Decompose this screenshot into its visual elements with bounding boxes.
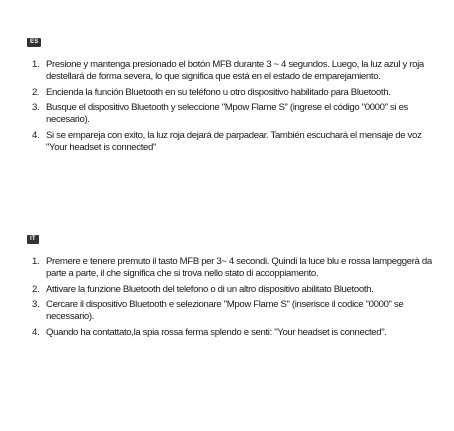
step-text: Presione y mantenga presionado el botón MFB durante 3 ~ 4 segundos. Luego, la luz azul y roja destellará de forma severa, lo que significa que está en el estado de emparejamiento.	[46, 59, 424, 82]
list-item	[27, 299, 432, 323]
step-number: 2.	[32, 283, 40, 295]
step-number: 4.	[32, 326, 40, 338]
steps-list-it	[27, 256, 432, 339]
step-text: Attivare la funzione Bluetooth del telefono o di un altro dispositivo abilitato Bluetooth.	[46, 283, 374, 295]
step-text: Si se empareja con exito, la luz roja dejará de parpadear. También escuchará el mensaje de voz "Your headset is connected"	[46, 129, 422, 153]
step-text: Busque el dispositivo Bluetooth y seleccione "Mpow Flame S" (ingrese el código "0000" si es necesario).	[46, 102, 409, 126]
step-number: 2.	[32, 86, 40, 98]
step-number: 1.	[32, 256, 40, 267]
list-item	[27, 256, 432, 280]
list-item	[27, 59, 432, 83]
language-badge-es: ES	[27, 38, 41, 47]
step-number: 3.	[32, 299, 40, 311]
steps-list-es	[27, 59, 432, 154]
step-text: Cercare il dispositivo Bluetooth e selezionare "Mpow Flame S" (inserisce il codice "0000" se necessario).	[46, 299, 404, 323]
list-item	[27, 284, 432, 296]
list-item	[27, 87, 432, 99]
step-text: Encienda la función Bluetooth en su teléfono u otro dispositivo habilitado para Bluetooth.	[46, 86, 391, 98]
step-number: 4.	[32, 129, 40, 141]
list-item	[27, 102, 432, 126]
list-item	[27, 130, 432, 154]
section-it	[27, 227, 432, 343]
step-number: 1.	[32, 59, 40, 70]
step-text: Quando ha contattato,la spia rossa ferma splendo e senti: "Your headset is connected".	[46, 326, 387, 338]
step-number: 3.	[32, 102, 40, 114]
section-es	[27, 30, 432, 158]
language-badge-it: IT	[27, 235, 39, 244]
list-item	[27, 327, 432, 339]
step-text: Premere e tenere premuto il tasto MFB per 3~ 4 secondi. Quindi la luce blu e rossa lampeggerà da parte a parte, il che significa che si trova nello stato di accoppiamento.	[46, 256, 432, 279]
